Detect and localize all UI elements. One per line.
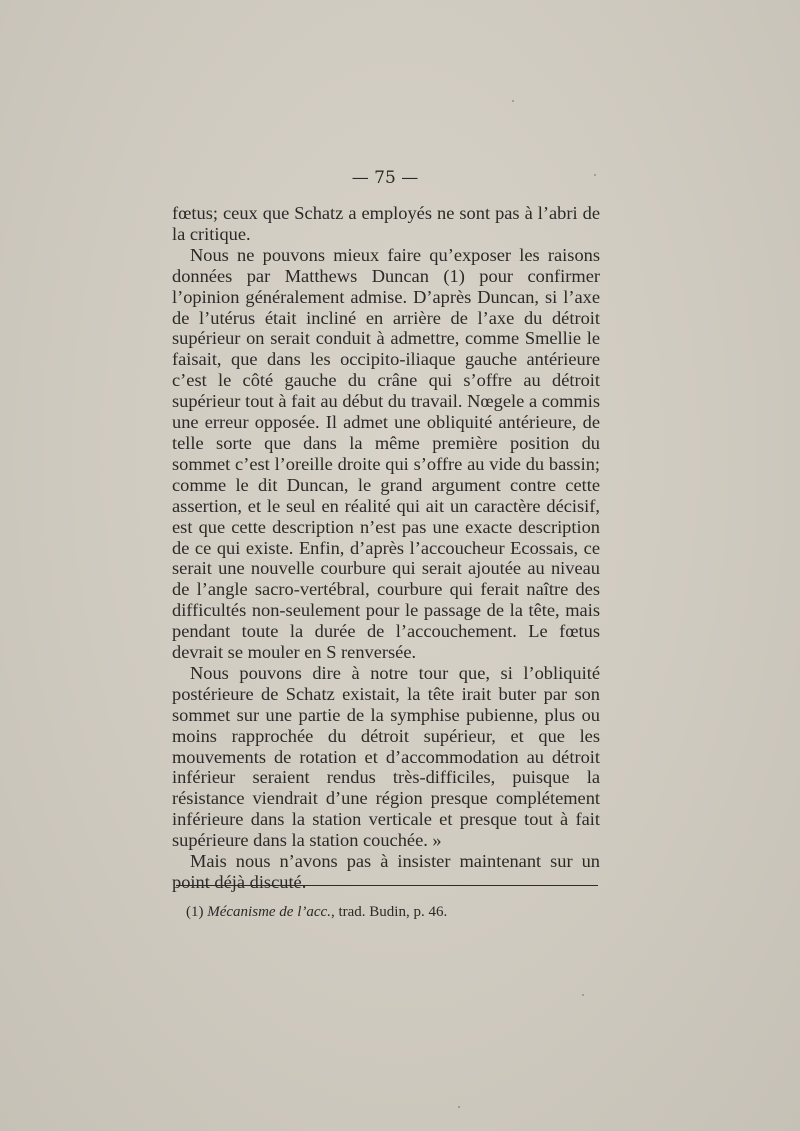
paper-speck [582,994,584,996]
page-number: — 75 — [351,168,419,188]
paragraph-schatz: Nous pouvons dire à notre tour que, si l’obliquité postérieure de Schatz existait, la tête irait buter par son sommet sur une partie de la symphise pubienne, plus ou moins rapprochée du détroit supérieur, et que les mouvements de rotation et d’accommodation au détroit inférieur seraient rendus très-difficiles, puisque la résistance viendrait d’une région presque complétement inférieure dans la station verticale et presque tout à fait supérieure dans la station couchée. » [172,662,600,851]
paper-speck [594,174,596,176]
paper-speck [512,100,514,102]
paper-speck [458,1106,460,1108]
footnote-marker: (1) [186,904,204,920]
footnote-title: Mécanisme de l’acc. [207,904,331,920]
body-text [172,203,600,893]
footnote [186,903,606,921]
paragraph-closing: Mais nous n’avons pas à insister maintenant sur un point déjà discuté. [172,851,600,892]
footnote-reference: , trad. Budin, p. 46. [330,904,448,920]
paragraph-duncan: Nous ne pouvons mieux faire qu’exposer les raisons données par Matthews Duncan (1) pour confirmer l’opinion généralement admise. D’après Duncan, si l’axe de l’utérus était incliné en arrière de l’axe du détroit supérieur on serait conduit à admettre, comme Smellie le faisait, que dans les occipito-iliaque gauche antérieure c’est le côté gauche du crâne qui s’offre au détroit supérieur tout à fait au début du travail. Nœgele a commis une erreur opposée. Il admet une obliquité antérieure, de telle sorte que dans la même première position du sommet c’est l’oreille droite qui s’offre au vide du bassin; comme le dit Duncan, le grand argument contre cette assertion, et le seul en réalité qui ait un caractère décisif, est que cette description n’est pas une exacte description de ce qui existe. Enfin, d’après l’accoucheur Ecossais, ce serait une nouvelle courbure qui serait ajoutée au niveau de l’angle sacro-vertébral, courbure qui ferait naître des difficultés non-seulement pour le passage de la tête, mais pendant toute la durée de l’accouchement. Le fœtus devrait se mouler en S renversée. [172,244,600,663]
paragraph-continuation: fœtus; ceux que Schatz a employés ne sont pas à l’abri de la critique. [172,203,600,244]
footnote-divider [176,885,598,886]
